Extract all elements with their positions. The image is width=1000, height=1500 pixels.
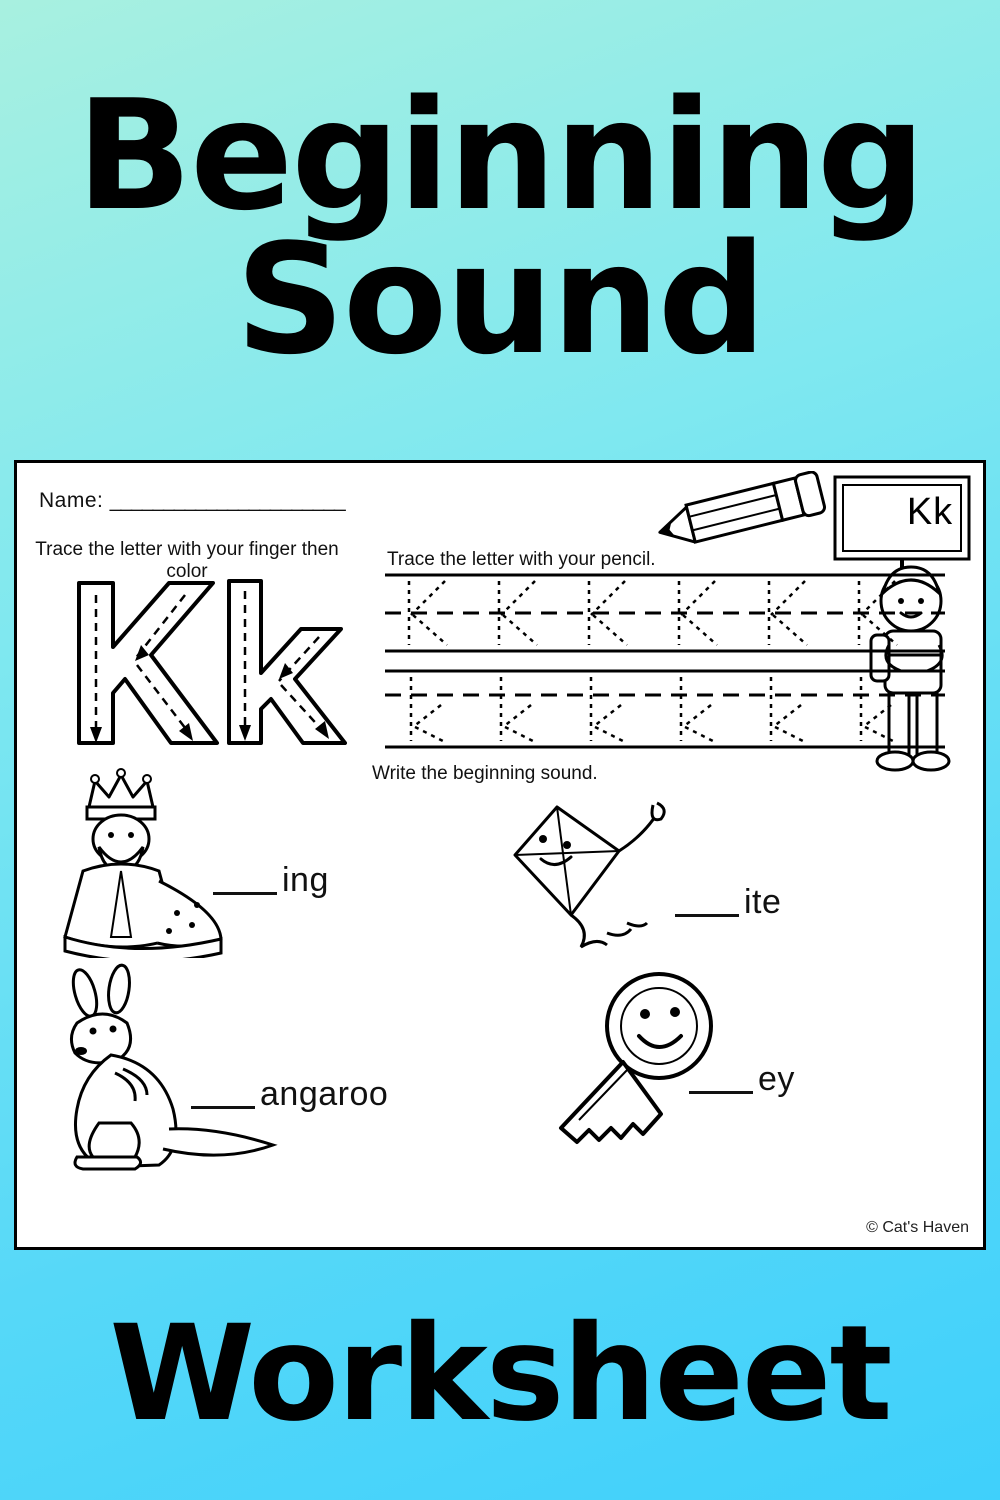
name-label: Name: <box>39 489 104 512</box>
word-ending-kite: ite <box>744 883 782 921</box>
name-blank-line: ______________________ <box>109 489 345 512</box>
instruction-pencil: Trace the letter with your pencil. <box>387 549 656 570</box>
item-key <box>537 968 877 1173</box>
top-banner <box>0 0 1000 456</box>
instruction-write: Write the beginning sound. <box>372 763 598 784</box>
kangaroo-illustration <box>37 963 287 1178</box>
bottom-banner <box>0 1250 1000 1500</box>
answer-king[interactable] <box>213 861 329 900</box>
blank-kangaroo[interactable] <box>191 1080 255 1109</box>
blank-kite[interactable] <box>675 888 739 917</box>
banner-title-line-2: Sound <box>235 211 765 388</box>
item-kangaroo <box>37 963 487 1178</box>
banner-subtitle: Worksheet <box>109 1297 891 1452</box>
tracing-practice-block <box>385 573 945 753</box>
word-ending-key: ey <box>758 1060 795 1098</box>
instruction-finger: Trace the letter with your finger then color <box>35 539 339 582</box>
trace-row-uppercase <box>385 573 945 657</box>
answer-kite[interactable] <box>675 883 781 922</box>
word-ending-kangaroo: angaroo <box>260 1075 389 1113</box>
name-field-row <box>39 489 345 513</box>
sign-letter-label: Kk <box>906 491 954 533</box>
answer-key[interactable] <box>689 1060 795 1099</box>
item-king <box>37 763 367 958</box>
pencil-icon <box>637 471 837 551</box>
blank-king[interactable] <box>213 866 277 895</box>
kite-illustration <box>497 793 737 958</box>
item-kite <box>497 793 857 958</box>
word-ending-king: ing <box>282 861 329 899</box>
worksheet-sheet <box>14 460 986 1250</box>
answer-kangaroo[interactable] <box>191 1075 388 1114</box>
credit-text: © Cat's Haven <box>866 1219 969 1236</box>
blank-key[interactable] <box>689 1065 753 1094</box>
banner-title-line-1: Beginning <box>76 66 924 244</box>
trace-row-lowercase <box>385 669 945 753</box>
big-trace-letters <box>57 573 347 743</box>
